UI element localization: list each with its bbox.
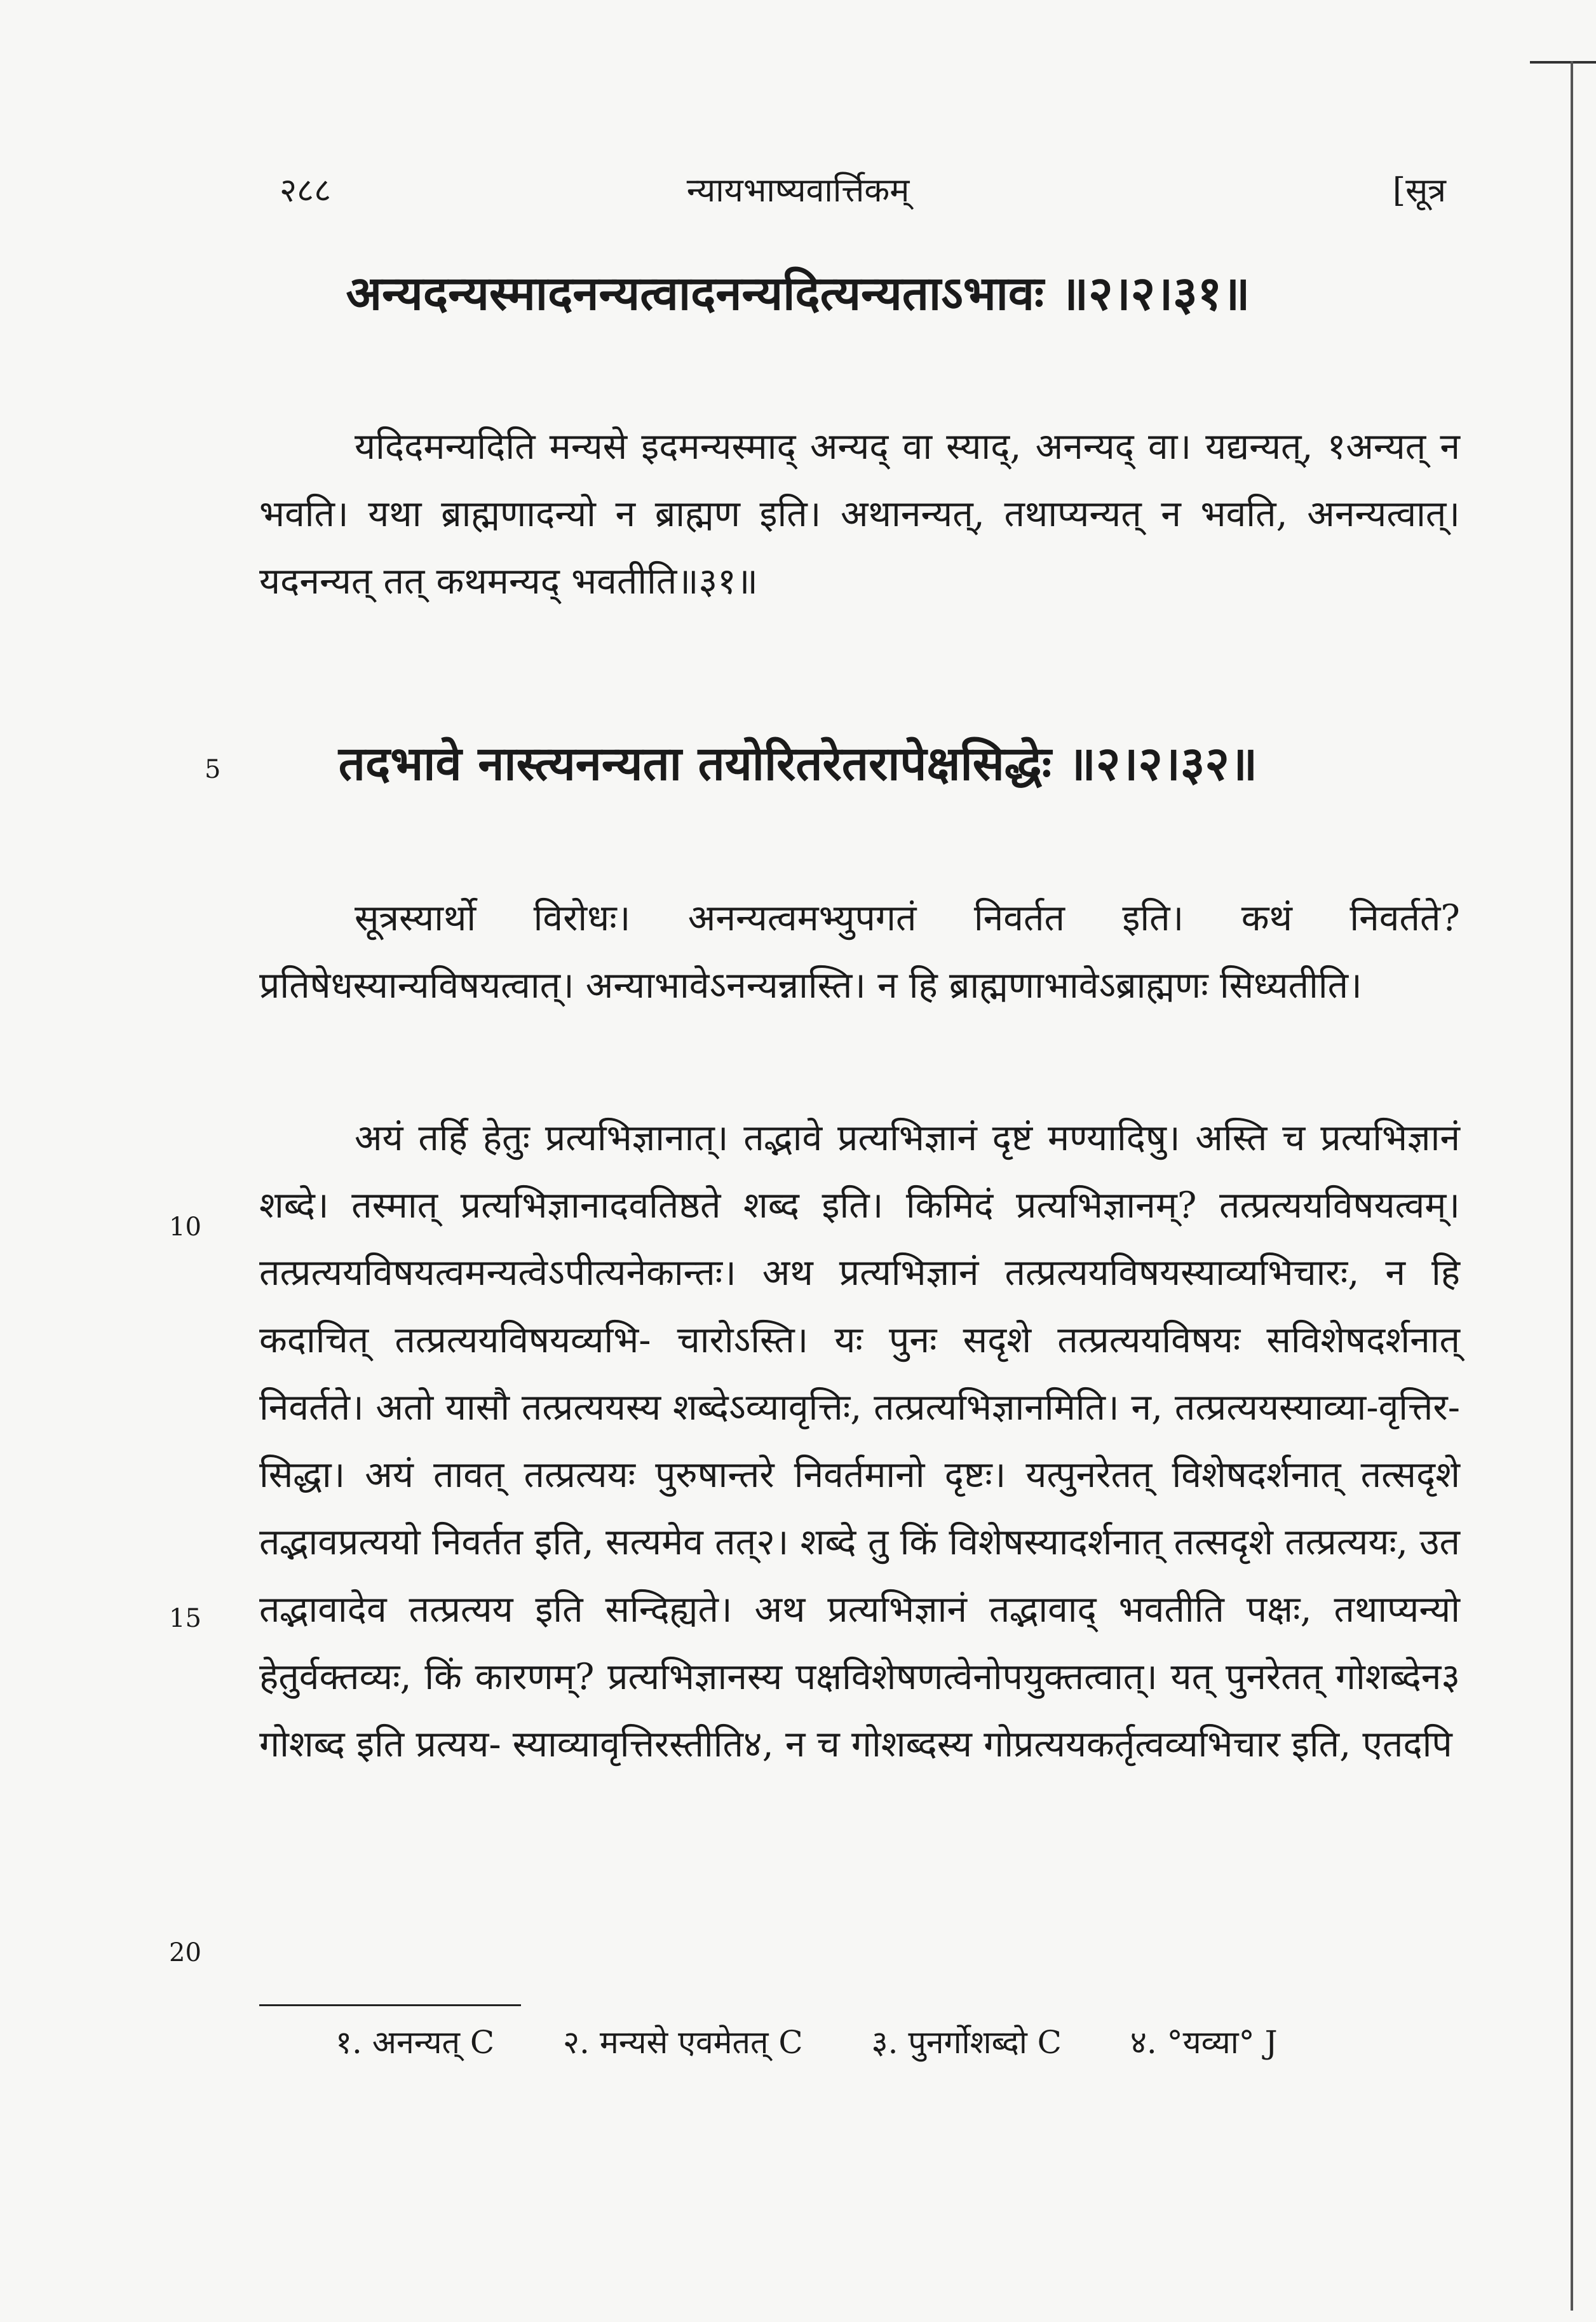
line-number-15: 15	[169, 1604, 201, 1633]
footnotes	[335, 2020, 1278, 2063]
commentary-paragraph-2: सूत्रस्यार्थो विरोधः। अनन्यत्वमभ्युपगतं निवर्तत इति। कथं निवर्तते? प्रतिषेधस्यान्यविषयत्वात्। अन्याभावेऽनन्यन्नास्ति। न हि ब्राह्मणाभावेऽब्राह्मणः सिध्यतीति।	[259, 897, 1460, 1007]
footnote-rule	[259, 2004, 521, 2006]
sutra-32: तदभावे नास्त्यनन्यता तयोरितरेतरापेक्षसिद्धेः ॥२।२।३२॥	[338, 737, 1258, 791]
footnote-1: १. अनन्यत् C	[335, 2024, 495, 2061]
commentary-paragraph-3: अयं तर्हि हेतुः प्रत्यभिज्ञानात्। तद्भावे प्रत्यभिज्ञानं दृष्टं मण्यादिषु। अस्ति च प्रत्यभिज्ञानं शब्दे। तस्मात् प्रत्यभिज्ञानादवतिष्ठते शब्द इति। किमिदं प्रत्यभिज्ञानम्? तत्प्रत्ययविषयत्वम्। तत्प्रत्ययविषयत्वमन्यत्वेऽपीत्यनेकान्तः। अथ प्रत्यभिज्ञानं तत्प्रत्ययविषयस्याव्यभिचारः, न हि कदाचित् तत्प्रत्ययविषयव्यभि- चारोऽस्ति। यः पुनः सदृशे तत्प्रत्ययविषयः सविशेषदर्शनात् निवर्तते। अतो यासौ तत्प्रत्ययस्य शब्देऽव्यावृत्तिः, तत्प्रत्यभिज्ञानमिति। न, तत्प्रत्ययस्याव्या-वृत्तिर- सिद्धा। अयं तावत् तत्प्रत्ययः पुरुषान्तरे निवर्तमानो दृष्टः। यत्पुनरेतत् विशेषदर्शनात् तत्सदृशे तद्भावप्रत्ययो निवर्तत इति, सत्यमेव तत्२। शब्दे तु किं विशेषस्यादर्शनात् तत्सदृशे तत्प्रत्ययः, उत तद्भावादेव तत्प्रत्यय इति सन्दिह्यते। अथ प्रत्यभिज्ञानं तद्भावाद् भवतीति पक्षः, तथाप्यन्यो हेतुर्वक्तव्यः, किं कारणम्? प्रत्यभिज्ञानस्य पक्षविशेषणत्वेनोपयुक्तत्वात्। यत् पुनरेतत् गोशब्देन३ गोशब्द इति प्रत्यय- स्याव्यावृत्तिरस्तीति४, न च गोशब्दस्य गोप्रत्ययकर्तृत्वव्यभिचार इति, एतदपि	[259, 1117, 1460, 1765]
binding-edge-line-vertical	[1571, 61, 1573, 2311]
line-number-5: 5	[205, 755, 221, 784]
sutra-31: अन्यदन्यस्मादनन्यत्वादनन्यदित्यन्यताऽभावः ॥२।२।३१॥	[346, 266, 1250, 321]
page-number: २८८	[280, 172, 332, 210]
footnote-2: २. मन्यसे एवमेतत् C	[563, 2024, 803, 2061]
footnote-4: ४. °यव्या° J	[1130, 2024, 1278, 2061]
running-title: न्यायभाष्यवार्त्तिकम्	[686, 172, 910, 210]
footnote-3: ३. पुनर्गोशब्दो C	[871, 2024, 1062, 2061]
section-label: [सूत्र	[1392, 172, 1446, 210]
line-number-10: 10	[169, 1212, 201, 1242]
commentary-paragraph-1: यदिदमन्यदिति मन्यसे इदमन्यस्माद् अन्यद् वा स्याद्, अनन्यद् वा। यद्यन्यत्, १अन्यत् न भवति। यथा ब्राह्मणादन्यो न ब्राह्मण इति। अथानन्यत्, तथाप्यन्यत् न भवति, अनन्यत्वात्। यदनन्यत् तत् कथमन्यद् भवतीति॥३१॥	[259, 426, 1460, 602]
line-number-20: 20	[169, 1938, 201, 1967]
binding-edge-line	[1530, 61, 1596, 64]
